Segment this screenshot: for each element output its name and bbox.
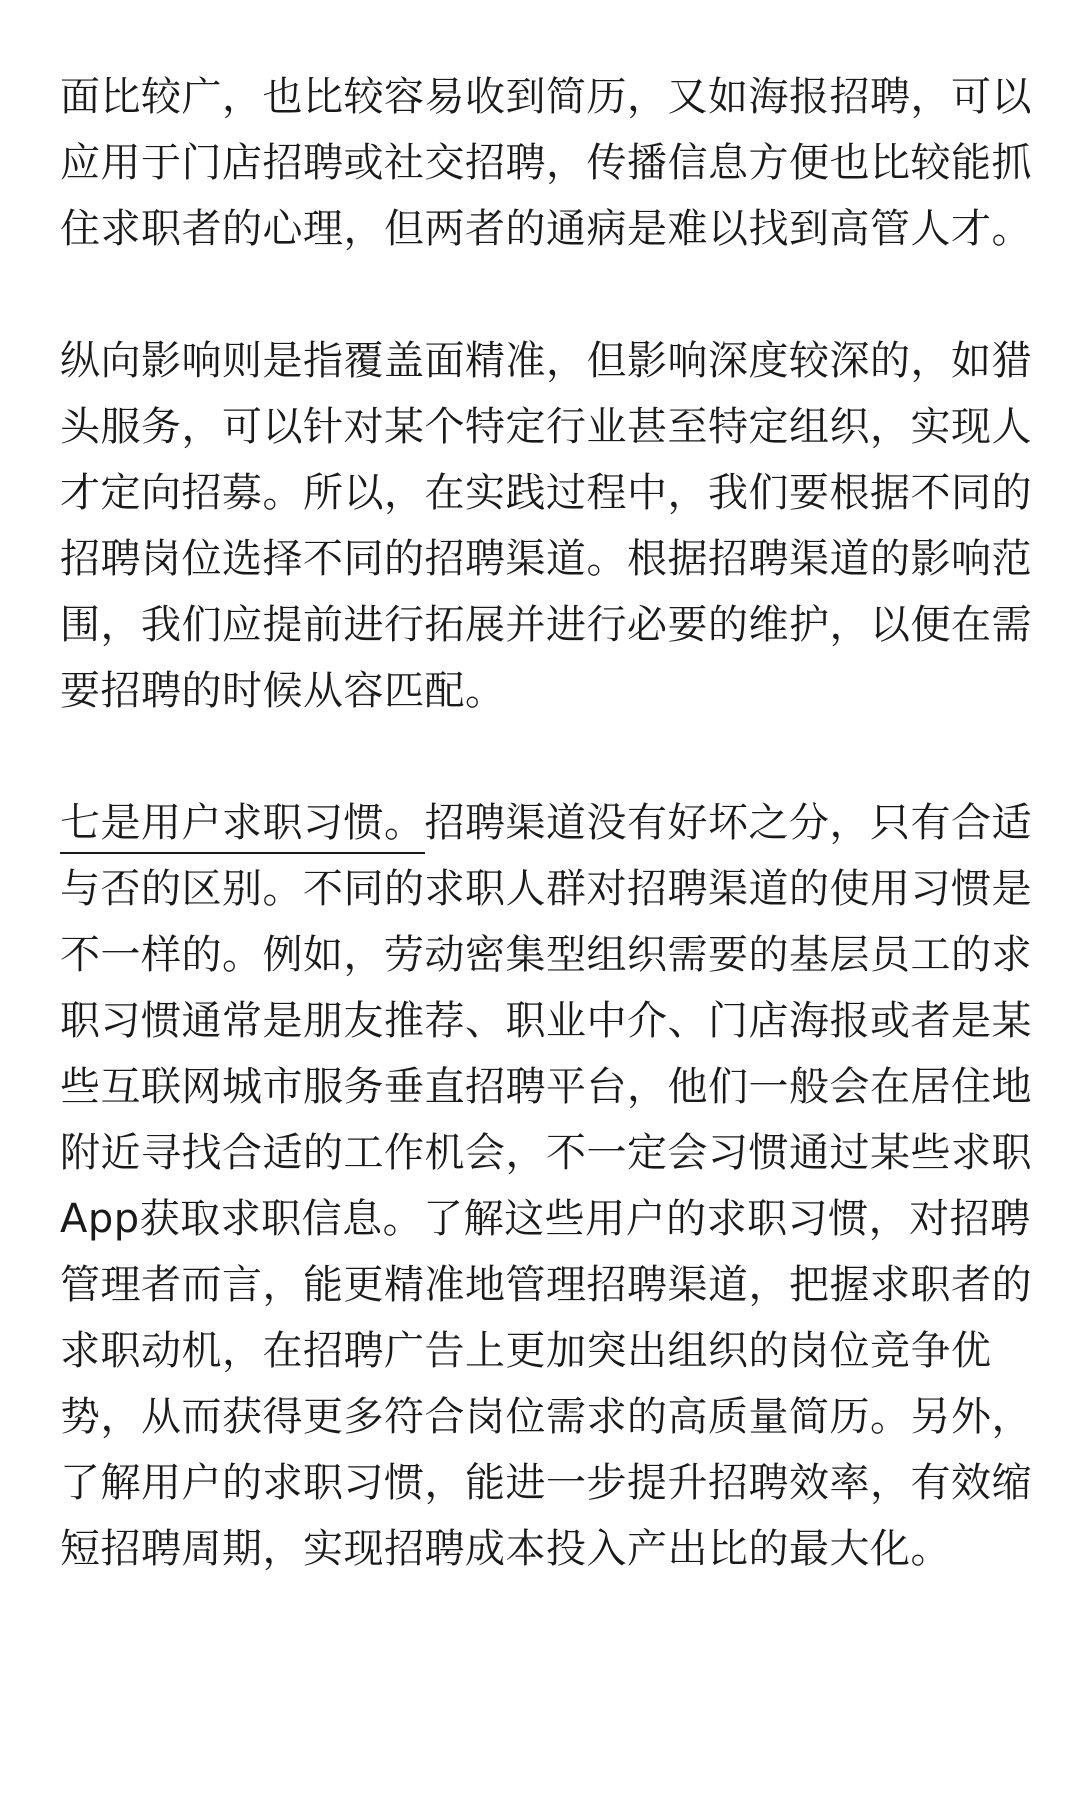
section-heading: 七是用户求职习惯。 [60,800,425,854]
text-line: 求职动机，在招聘广告上更加突出组织的岗位竞争优 [60,1328,992,1374]
text-line: 围，我们应提前进行拓展并进行必要的维护，以便在需 [60,602,1032,648]
paragraph-2 [60,328,1032,724]
text-line: 短招聘周期，实现招聘成本投入产出比的最大化。 [60,1526,951,1572]
text-line: 些互联网城市服务垂直招聘平台，他们一般会在居住地 [60,1064,1032,1110]
text-line: 势，从而获得更多符合岗位需求的高质量简历。另外， [60,1394,1032,1440]
paragraph-gap [60,724,1020,790]
text-line: 招聘岗位选择不同的招聘渠道。根据招聘渠道的影响范 [60,536,1032,582]
paragraph-gap [60,262,1020,328]
text-line: 头服务，可以针对某个特定行业甚至特定组织，实现人 [60,404,1032,450]
text-line: 不一样的。例如，劳动密集型组织需要的基层员工的求 [60,932,1032,978]
paragraph-1 [60,64,1032,262]
text-line: 面比较广，也比较容易收到简历，又如海报招聘，可以 [60,74,1032,120]
article-body [60,64,1032,1582]
text-run: 招聘渠道没有好坏之分，只有合适 [424,800,1032,846]
text-line: 了解用户的求职习惯，能进一步提升招聘效率，有效缩 [60,1460,1032,1506]
text-line: 管理者而言，能更精准地管理招聘渠道，把握求职者的 [60,1262,1032,1308]
text-line: 应用于门店招聘或社交招聘，传播信息方便也比较能抓 [60,140,1032,186]
text-line: 才定向招募。所以，在实践过程中，我们要根据不同的 [60,470,1032,516]
text-line: 职习惯通常是朋友推荐、职业中介、门店海报或者是某 [60,998,1032,1044]
text-line: 与否的区别。不同的求职人群对招聘渠道的使用习惯是 [60,866,1032,912]
text-line: 要招聘的时候从容匹配。 [60,668,506,714]
text-line: App获取求职信息。了解这些用户的求职习惯，对招聘 [60,1196,1031,1242]
paragraph-3 [60,790,1032,1582]
text-line [60,790,1032,856]
text-line: 纵向影响则是指覆盖面精准，但影响深度较深的，如猎 [60,338,1032,384]
text-line: 附近寻找合适的工作机会，不一定会习惯通过某些求职 [60,1130,1032,1176]
text-line: 住求职者的心理，但两者的通病是难以找到高管人才。 [60,206,1032,252]
